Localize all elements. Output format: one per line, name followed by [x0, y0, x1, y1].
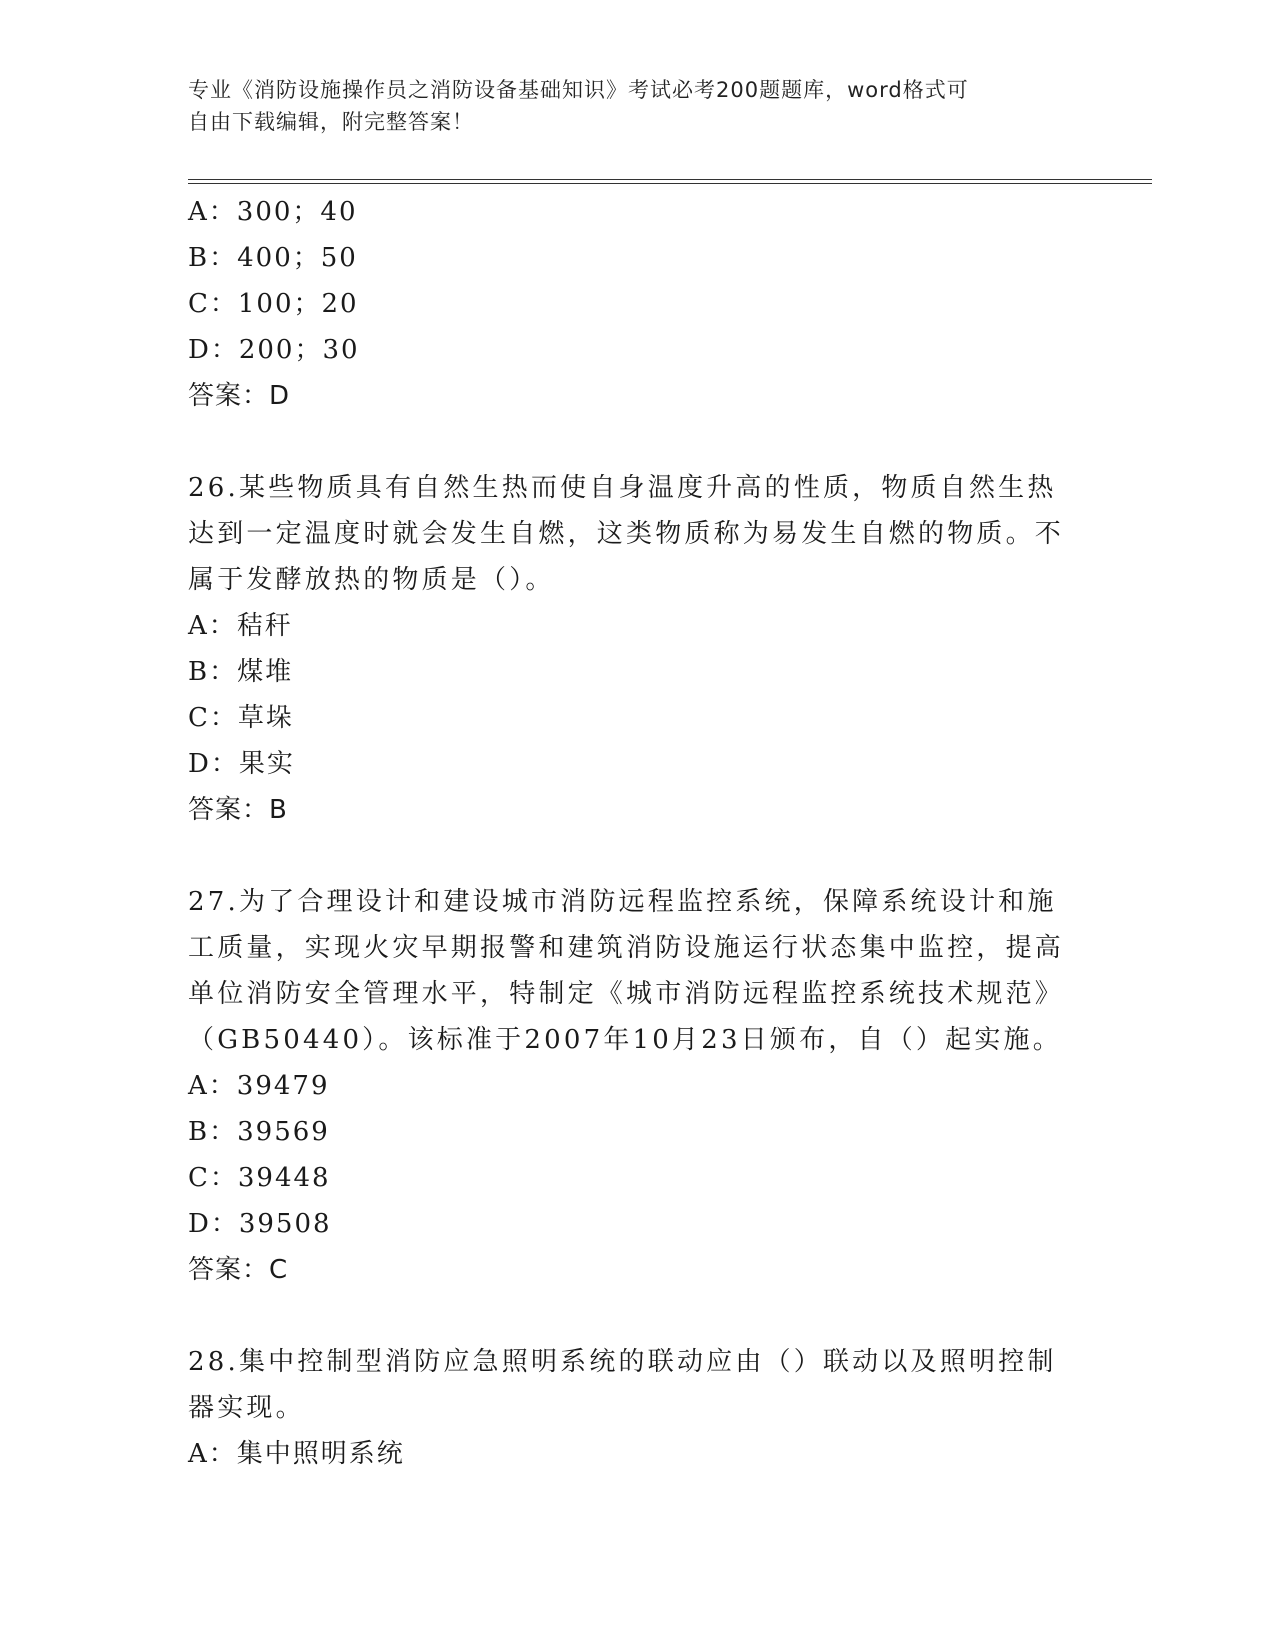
header-divider-bottom: [188, 183, 1152, 184]
header-divider-top: [188, 179, 1152, 180]
option-a: A：集中照明系统: [188, 1439, 405, 1469]
option-d: D：39508: [188, 1209, 332, 1239]
question-text: 27.为了合理设计和建设城市消防远程监控系统，保障系统设计和施工质量，实现火灾早期报警和建筑消防设施运行状态集中监控，提高单位消防安全管理水平，特制定《城市消防远程监控系统技术规范》（GB50440）。该标准于2007年10月23日颁布，自（）起实施。: [188, 887, 1065, 1055]
option-c: C：100；20: [188, 289, 359, 319]
option-d: D：果实: [188, 749, 295, 779]
question-content: [188, 189, 1088, 1477]
answer-label: 答案：B: [188, 795, 288, 825]
answer-label: 答案：C: [188, 1255, 289, 1285]
answer-label: 答案：D: [188, 381, 291, 411]
option-b: B：39569: [188, 1117, 330, 1147]
option-a: A：秸秆: [188, 611, 293, 641]
option-b: B：400；50: [188, 243, 358, 273]
spacer: [188, 833, 1088, 879]
option-b: B：煤堆: [188, 657, 294, 687]
option-a: A：39479: [188, 1071, 330, 1101]
option-d: D：200；30: [188, 335, 360, 365]
option-c: C：草垛: [188, 703, 294, 733]
option-c: C：39448: [188, 1163, 331, 1193]
spacer: [188, 1293, 1088, 1339]
header-title-line-1: 专业《消防设施操作员之消防设备基础知识》考试必考200题题库，word格式可: [188, 78, 969, 102]
option-a: A：300；40: [188, 197, 358, 227]
document-header: [188, 74, 1068, 138]
question-text: 28.集中控制型消防应急照明系统的联动应由（）联动以及照明控制器实现。: [188, 1347, 1057, 1423]
question-27: [188, 879, 1088, 1293]
question-25: [188, 189, 1088, 419]
header-title-line-2: 自由下载编辑，附完整答案！: [188, 110, 474, 134]
spacer: [188, 419, 1088, 465]
question-28: [188, 1339, 1088, 1477]
question-text: 26.某些物质具有自然生热而使自身温度升高的性质，物质自然生热达到一定温度时就会发生自燃，这类物质称为易发生自燃的物质。不属于发酵放热的物质是（）。: [188, 473, 1065, 595]
question-26: [188, 465, 1088, 833]
